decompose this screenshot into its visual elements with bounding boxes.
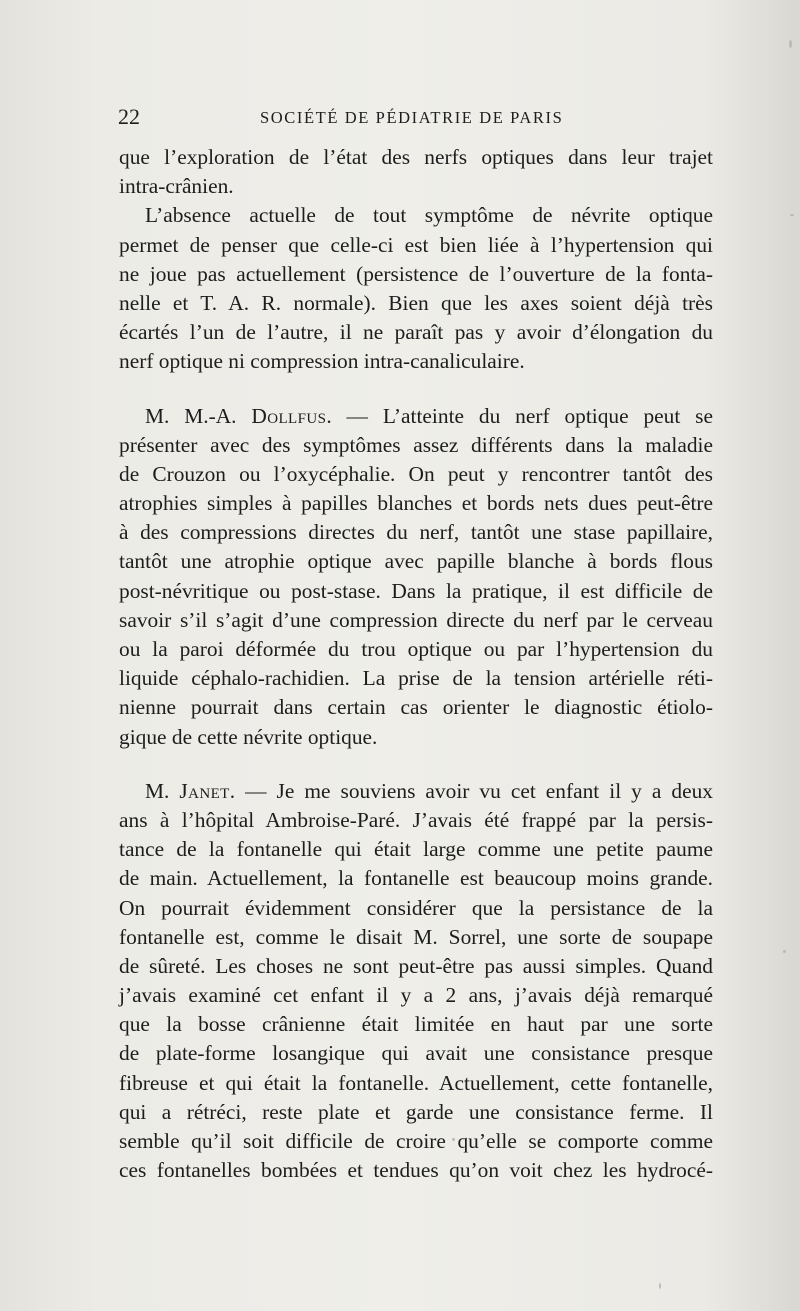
paper-speck (783, 950, 786, 953)
text-line: permet de penser que celle-ci est bien liée à l’hypertension qui (119, 232, 713, 257)
text-line: de sûreté. Les choses ne sont peut-être pas aussi simples. Quand (119, 953, 713, 978)
text-line: post-névritique ou post-stase. Dans la pratique, il est difficile de (119, 578, 713, 603)
text-line: à des compressions directes du nerf, tantôt une stase papillaire, (119, 520, 713, 545)
text-line: tantôt une atrophie optique avec papille blanche à bords flous (119, 549, 713, 574)
paragraph-gap (119, 752, 713, 777)
text-line: fontanelle est, comme le disait M. Sorrel, une sorte de soupape (119, 924, 713, 949)
paragraph-dollfus (119, 402, 713, 752)
paragraph-gap (119, 377, 713, 402)
speaker-name: Janet (179, 778, 230, 803)
text-line: écartés l’un de l’autre, il ne paraît pas y avoir d’élongation du (119, 320, 713, 345)
text-line: intra-crânien. (119, 174, 234, 199)
speaker-name: Dollfus (251, 403, 327, 428)
paragraph-absence (119, 201, 713, 376)
text-line: j’avais examiné cet enfant il y a 2 ans, j’avais déjà remarqué (119, 983, 713, 1008)
page-number: 22 (118, 104, 140, 129)
speaker-prefix: M. (145, 778, 180, 803)
text-line: de plate-forme losangique qui avait une consistance presque (119, 1041, 713, 1066)
text-line: ne joue pas actuellement (persistence de l’ouverture de la fonta- (119, 261, 713, 286)
speaker-prefix: M. M.-A. (145, 403, 252, 428)
paper-speck (789, 40, 792, 48)
speaker-line (119, 402, 713, 431)
speaker-separator: . — (326, 403, 383, 428)
text-line: atrophies simples à papilles blanches et bords nets dues peut-être (119, 491, 713, 516)
text-line: On pourrait évidemment considérer que la persistance de la (119, 895, 713, 920)
text-line: L’absence actuelle de tout symptôme de névrite optique (145, 203, 713, 228)
text-line: semble qu’il soit difficile de croire qu’elle se comporte comme (119, 1129, 713, 1153)
text-line: ou la paroi déformée du trou optique ou par l’hypertension du (119, 637, 713, 661)
text-line: que la bosse crânienne était limitée en haut par une sorte (119, 1012, 713, 1037)
text-line: ans à l’hôpital Ambroise-Paré. J’avais été frappé par la persis- (119, 807, 713, 832)
speaker-separator: . — (229, 778, 277, 803)
speaker-text: L’atteinte du nerf optique peut se (382, 403, 713, 428)
text-line: tance de la fontanelle qui était large comme une petite paume (119, 837, 713, 862)
text-line: liquide céphalo-rachidien. La prise de la tension artérielle réti- (119, 666, 713, 691)
text-line: nelle et T. A. R. normale). Bien que les axes soient déjà très (119, 290, 713, 315)
text-line: savoir s’il s’agit d’une compression directe du nerf par le cerveau (119, 607, 713, 632)
text-line: ces fontanelles bombées et tendues qu’on voit chez les hydrocé- (119, 1158, 713, 1183)
body-text (119, 143, 713, 1185)
running-title: SOCIÉTÉ DE PÉDIATRIE DE PARIS (260, 108, 564, 127)
speaker-line (119, 777, 713, 806)
paragraph-janet (119, 777, 713, 1186)
text-line: gique de cette névrite optique. (119, 724, 378, 749)
text-line: nienne pourrait dans certain cas orienter le diagnostic étiolo- (119, 695, 713, 720)
text-line: présenter avec des symptômes assez différents dans la maladie (119, 432, 713, 457)
speaker-text: Je me souviens avoir vu cet enfant il y a deux (276, 778, 714, 803)
text-line: fibreuse et qui était la fontanelle. Actuellement, cette fontanelle, (119, 1070, 713, 1095)
text-line: qui a rétréci, reste plate et garde une consistance ferme. Il (119, 1099, 713, 1124)
text-line: de main. Actuellement, la fontanelle est beaucoup moins grande. (119, 866, 713, 891)
text-line: que l’exploration de l’état des nerfs optiques dans leur trajet (119, 145, 713, 169)
text-line: de Crouzon ou l’oxycéphalie. On peut y rencontrer tantôt des (119, 461, 713, 486)
paper-speck (790, 214, 794, 216)
page-header (118, 103, 712, 131)
paper-speck (659, 1283, 661, 1289)
paragraph-continuation (119, 143, 713, 201)
text-line: nerf optique ni compression intra-canaliculaire. (119, 349, 525, 374)
